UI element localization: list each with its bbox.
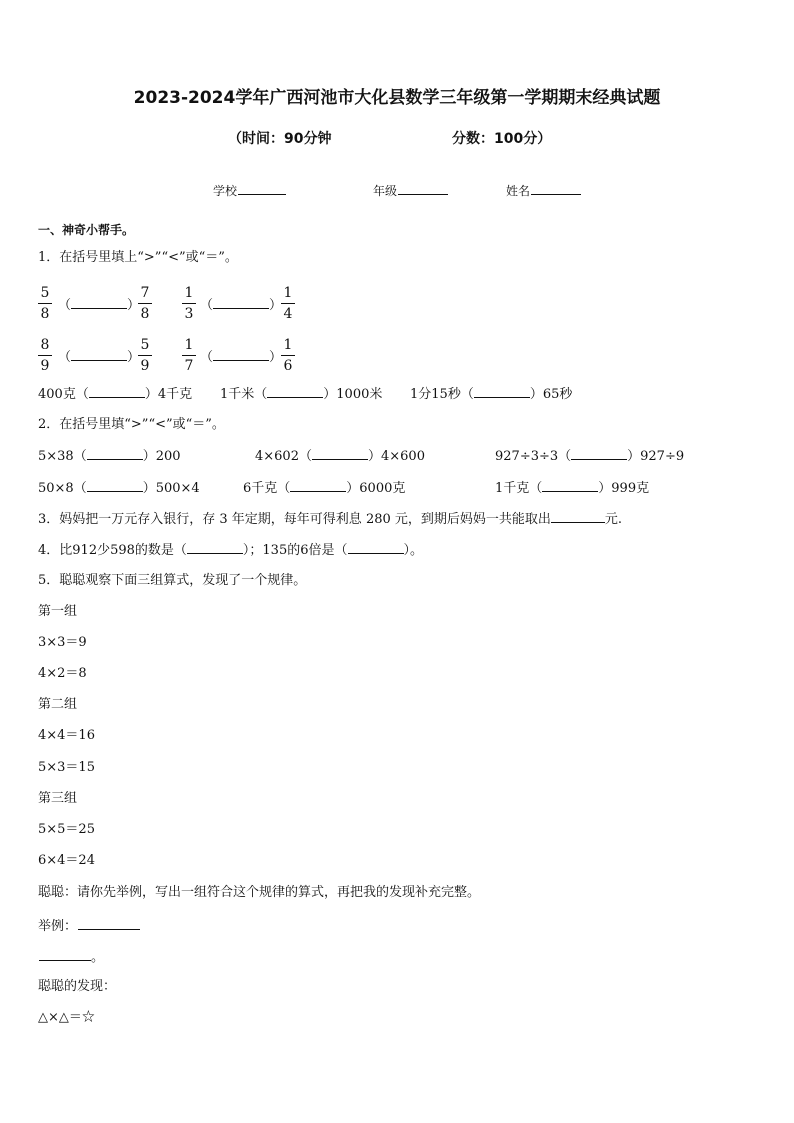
q5-prompt: 5．聪聪观察下面三组算式，发现了一个规律。 — [38, 573, 307, 588]
q2-prompt: 2．在括号里填“>”“<”或“＝”。 — [38, 417, 225, 432]
name-label: 姓名 — [506, 184, 531, 198]
example-line-2: 。 — [38, 948, 104, 964]
q1-prompt: 1．在括号里填上“>”“<”或“＝”。 — [38, 250, 238, 265]
equation: 5×5＝25 — [38, 822, 95, 837]
unit-compare[interactable]: 1千米（ ）1000米 — [220, 387, 383, 402]
grade-blank[interactable] — [398, 182, 448, 195]
compare-item[interactable]: 50×8（ ）500×4 — [38, 481, 200, 496]
q4-text: 4．比912少598的数是（ ）；135的6倍是（ ）。 — [38, 543, 424, 558]
equation: 6×4＝24 — [38, 853, 95, 868]
equation: 3×3＝9 — [38, 635, 87, 650]
fraction: 7 8 — [138, 285, 152, 322]
fraction: 5 9 — [138, 337, 152, 374]
q3-answer-blank[interactable] — [551, 512, 605, 523]
fraction: 1 7 — [182, 337, 196, 374]
group-label: 第一组 — [38, 604, 78, 619]
fraction: 1 4 — [281, 285, 295, 322]
unit-compare[interactable]: 400克（ ）4千克 — [38, 387, 193, 402]
school-label: 学校 — [213, 184, 238, 198]
time-label: （时间：90分钟 — [228, 131, 332, 147]
grade-label: 年级 — [373, 184, 398, 198]
formula: △×△＝☆ — [38, 1010, 95, 1025]
discovery-label: 聪聪的发现： — [38, 979, 117, 994]
q4-answer-blank-1[interactable] — [187, 543, 243, 554]
compare-item[interactable]: 6千克（ ）6000克 — [243, 481, 406, 496]
compare-item[interactable]: 1千克（ ）999克 — [495, 481, 650, 496]
compare-item[interactable]: 5×38（ ）200 — [38, 449, 181, 464]
equation: 5×3＝15 — [38, 760, 95, 775]
fraction: 1 3 — [182, 285, 196, 322]
name-field — [506, 182, 581, 197]
example-line: 举例： — [38, 917, 140, 933]
fraction: 8 9 — [38, 337, 52, 374]
compare-item[interactable]: 927÷3÷3（ ）927÷9 — [495, 449, 685, 464]
equation: 4×4＝16 — [38, 728, 95, 743]
equation: 4×2＝8 — [38, 666, 87, 681]
compare-item[interactable]: 4×602（ ）4×600 — [255, 449, 425, 464]
grade-field — [373, 182, 448, 197]
group-label: 第二组 — [38, 697, 78, 712]
q4-answer-blank-2[interactable] — [348, 543, 404, 554]
group-label: 第三组 — [38, 791, 78, 806]
name-blank[interactable] — [531, 182, 581, 195]
answer-blank[interactable]: （ ） — [58, 350, 141, 365]
q5-instruction: 聪聪：请你先举例，写出一组符合这个规律的算式，再把我的发现补充完整。 — [38, 885, 481, 900]
fraction: 5 8 — [38, 285, 52, 322]
school-field — [213, 182, 286, 197]
school-blank[interactable] — [238, 182, 286, 195]
answer-blank[interactable]: （ ） — [58, 298, 141, 313]
unit-compare[interactable]: 1分15秒（ ）65秒 — [410, 387, 573, 402]
fraction: 1 6 — [281, 337, 295, 374]
section-heading: 一、神奇小帮手。 — [38, 223, 135, 237]
answer-blank[interactable]: （ ） — [200, 350, 283, 365]
page-title: 2023-2024学年广西河池市大化县数学三年级第一学期期末经典试题 — [133, 88, 661, 108]
answer-blank[interactable]: （ ） — [200, 298, 283, 313]
score-label: 分数：100分） — [452, 131, 552, 147]
example-blank[interactable] — [78, 917, 140, 930]
q3-text: 3．妈妈把一万元存入银行，存 3 年定期，每年可得利息 280 元，到期后妈妈一共能取出 元. — [38, 512, 623, 527]
example-blank-2[interactable] — [39, 948, 91, 961]
